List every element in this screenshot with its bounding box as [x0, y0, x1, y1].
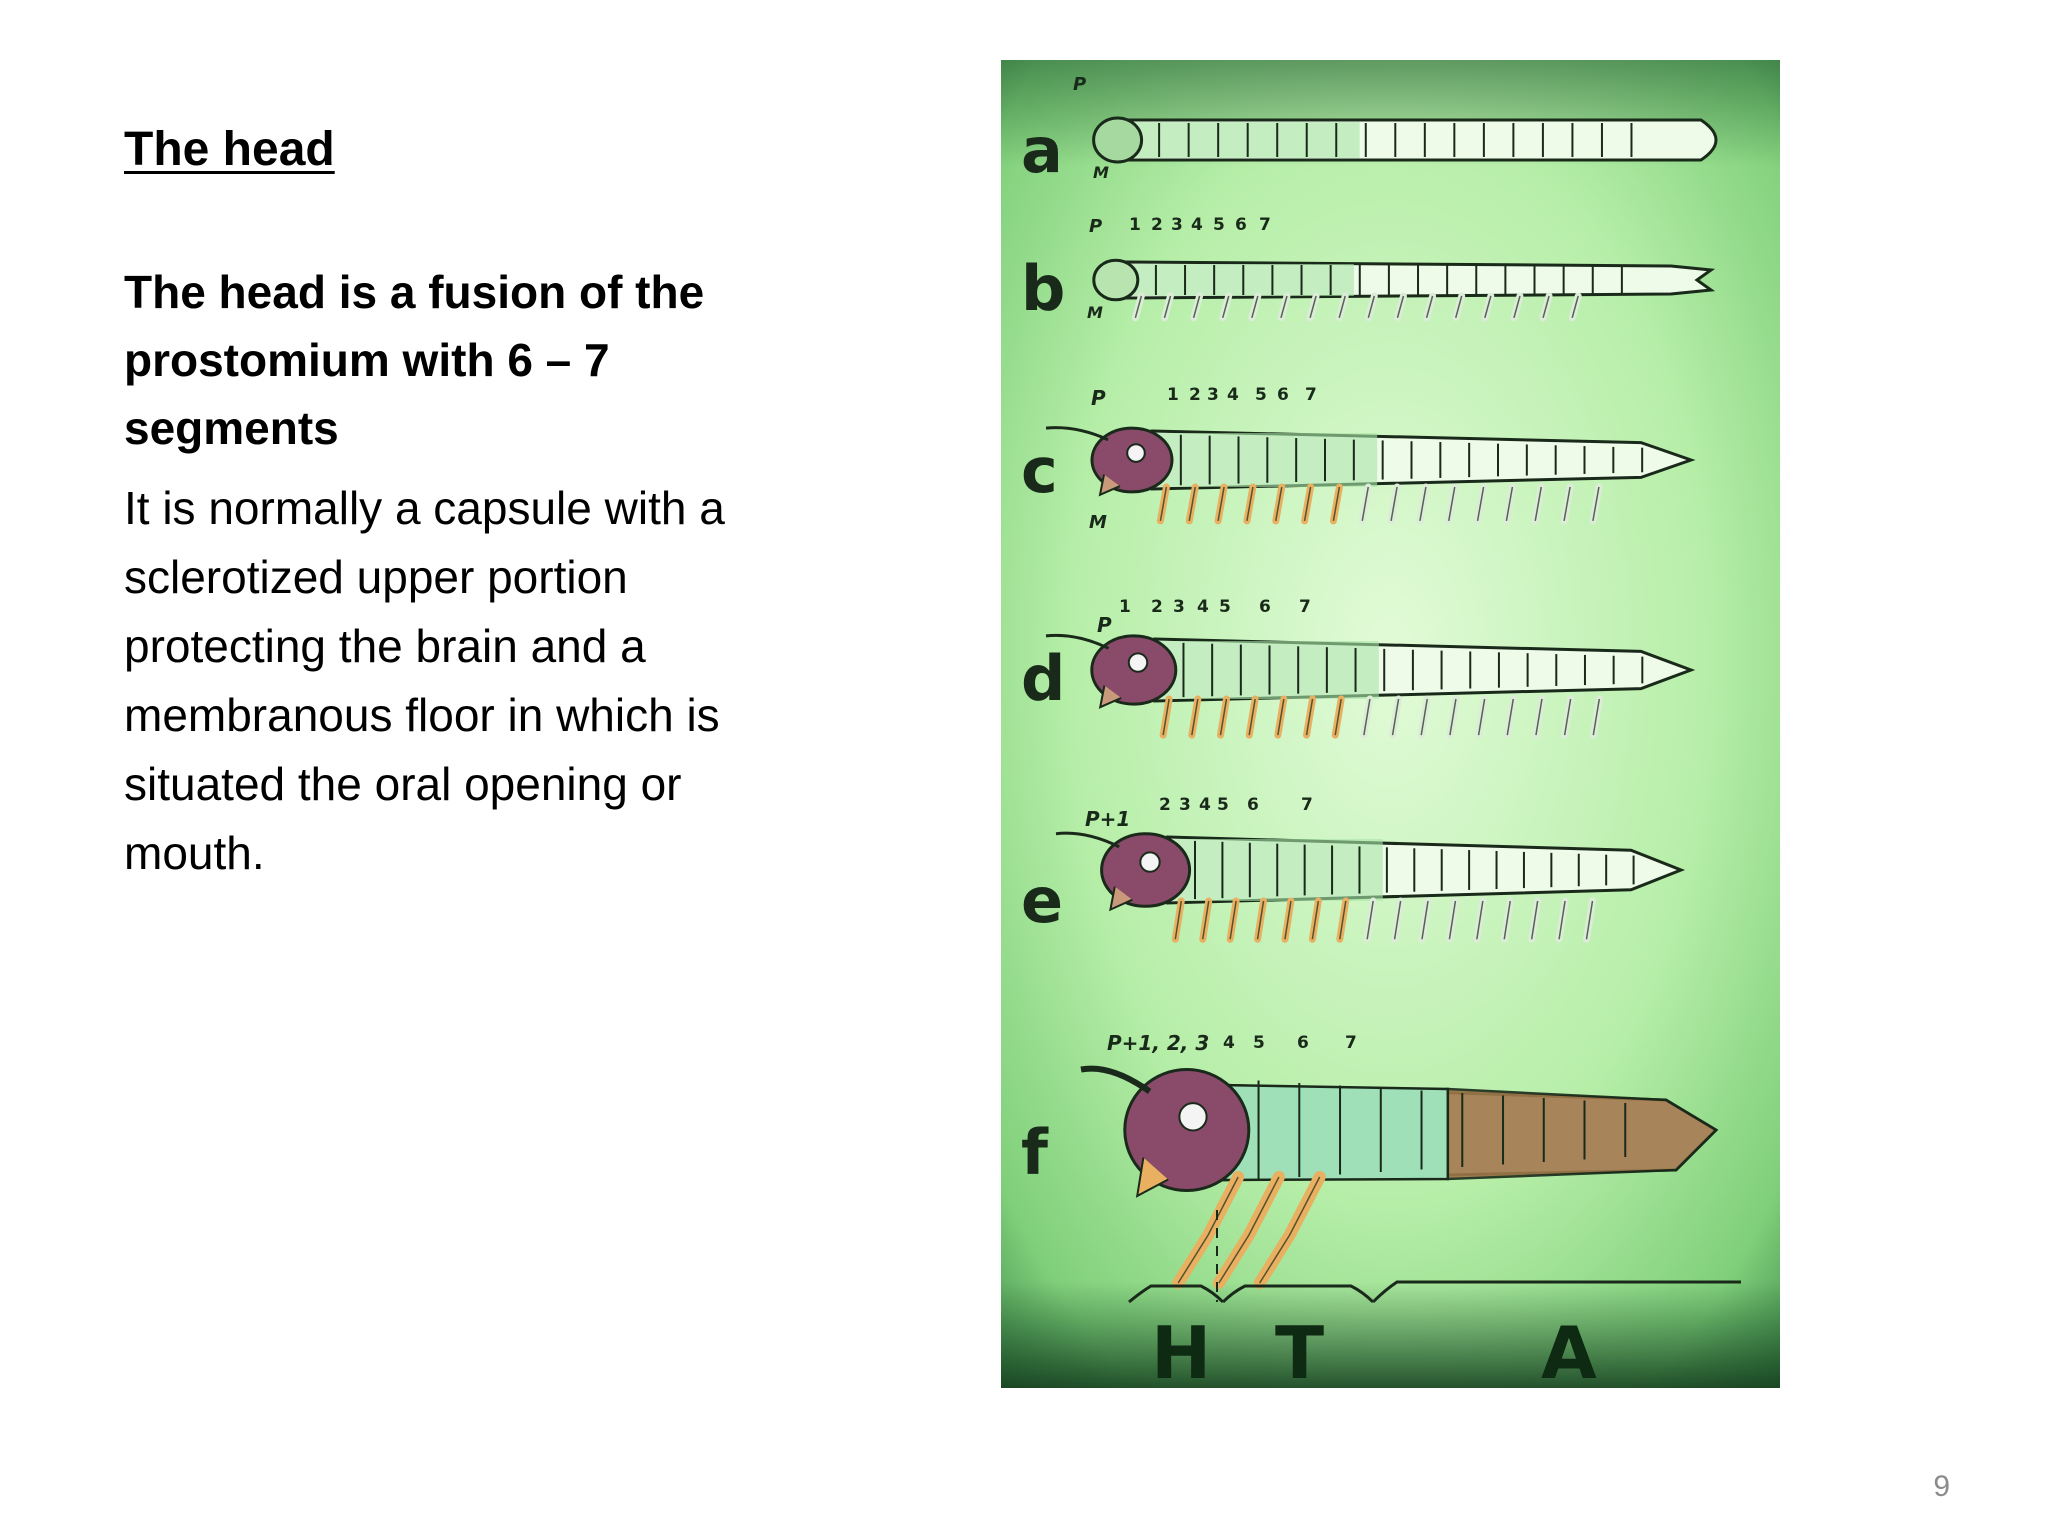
fused-region-b [1127, 264, 1354, 296]
label-prostomium-a: P [1073, 74, 1087, 95]
segment-number-b-2: 2 [1151, 215, 1163, 235]
segment-number-f-6: 6 [1297, 1033, 1309, 1053]
row-letter-f: f [1021, 1116, 1048, 1189]
row-letter-e: e [1021, 864, 1064, 937]
thorax-f [1218, 1085, 1448, 1180]
slide-heading: The head [124, 123, 335, 176]
label-head-f: P+1, 2, 3 [1107, 1031, 1210, 1055]
fused-region-e [1168, 839, 1383, 901]
segment-number-f-4: 4 [1223, 1033, 1235, 1053]
segment-number-e-4: 4 [1199, 795, 1211, 815]
segment-number-c-7: 7 [1305, 385, 1317, 405]
region-label-T: T [1275, 1311, 1325, 1388]
label-mouth-c: M [1089, 512, 1107, 533]
fused-region-c [1152, 433, 1377, 487]
segment-number-c-2: 2 [1189, 385, 1201, 405]
segment-number-e-3: 3 [1179, 795, 1191, 815]
specimen-a [1094, 118, 1716, 162]
segment-number-d-6: 6 [1259, 597, 1271, 617]
row-letter-a: a [1021, 114, 1063, 187]
label-head-e: P+1 [1085, 807, 1131, 831]
segment-number-c-6: 6 [1277, 385, 1289, 405]
segment-number-b-1: 1 [1129, 215, 1141, 235]
lead-statement: The head is a fusion of the prostomium with 6 – 7 segments [124, 266, 705, 454]
segment-number-d-7: 7 [1299, 597, 1311, 617]
segment-number-d-3: 3 [1173, 597, 1185, 617]
segment-number-e-5: 5 [1217, 795, 1229, 815]
row-letter-d: d [1021, 642, 1066, 715]
segment-number-d-1: 1 [1119, 597, 1131, 617]
fused-region-a [1130, 122, 1360, 158]
insect-head-evolution-figure [1001, 60, 1780, 1388]
region-label-H: H [1151, 1311, 1212, 1388]
body-paragraph: It is normally a capsule with a sclerotized upper portion protecting the brain and a membranous floor in which is situated the oral opening or mouth. [124, 482, 725, 879]
segment-number-e-6: 6 [1247, 795, 1259, 815]
segment-number-d-4: 4 [1197, 597, 1209, 617]
segment-number-c-5: 5 [1255, 385, 1267, 405]
label-prostomium-b: P [1089, 216, 1103, 237]
segment-number-b-4: 4 [1191, 215, 1203, 235]
page-number: 9 [1933, 1470, 1950, 1503]
segment-number-b-6: 6 [1235, 215, 1247, 235]
segment-number-d-5: 5 [1219, 597, 1231, 617]
segment-number-b-5: 5 [1213, 215, 1225, 235]
segment-number-c-1: 1 [1167, 385, 1179, 405]
region-label-A: A [1541, 1311, 1597, 1388]
head-capsule-a [1094, 118, 1142, 162]
segment-number-f-7: 7 [1345, 1033, 1357, 1053]
segment-number-c-3: 3 [1207, 385, 1219, 405]
segment-number-b-3: 3 [1171, 215, 1183, 235]
label-mouth-b: M [1087, 303, 1103, 322]
segment-number-f-5: 5 [1253, 1033, 1265, 1053]
label-prostomium-d: P [1097, 613, 1112, 637]
figure-svg [1001, 60, 1780, 1388]
row-letter-b: b [1021, 252, 1066, 325]
text-column [124, 118, 804, 888]
fused-region-d [1155, 641, 1379, 699]
segment-number-b-7: 7 [1259, 215, 1271, 235]
segment-number-c-4: 4 [1227, 385, 1239, 405]
segment-number-d-2: 2 [1151, 597, 1163, 617]
head-capsule-b [1094, 260, 1138, 300]
eye [1127, 444, 1145, 462]
label-prostomium-c: P [1091, 386, 1106, 410]
segment-number-e-7: 7 [1301, 795, 1313, 815]
eye [1179, 1103, 1206, 1130]
segment-number-e-2: 2 [1159, 795, 1171, 815]
label-mouth-a: M [1093, 163, 1109, 182]
row-letter-c: c [1021, 434, 1058, 507]
eye [1129, 653, 1147, 671]
eye [1140, 852, 1159, 871]
